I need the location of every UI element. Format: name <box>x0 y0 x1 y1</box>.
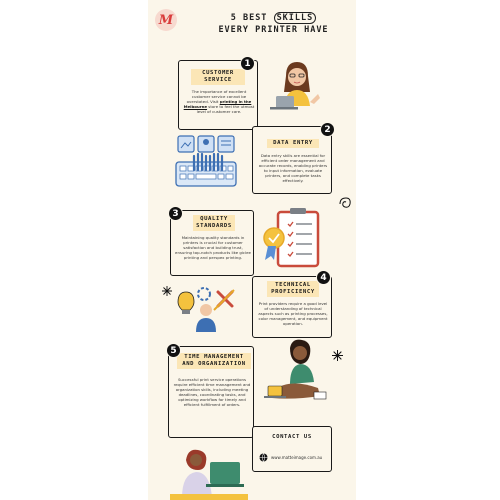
infographic-poster <box>148 0 356 500</box>
card-time-management <box>168 346 254 438</box>
woman-at-computer-illustration <box>170 448 248 500</box>
title-prefix: 5 BEST <box>230 13 268 23</box>
website-link[interactable]: www.matteimage.com.au <box>271 455 323 460</box>
data-entry-keyboard-illustration <box>172 134 242 194</box>
contact-title: CONTACT US <box>272 434 312 440</box>
card-title: TECHNICAL PROFICIENCY <box>267 281 319 297</box>
sparkle-doodle-icon <box>162 286 172 296</box>
printing-melbourne-link[interactable]: printing in the Melbourne <box>183 99 252 110</box>
page-title <box>206 12 341 36</box>
card-data-entry <box>252 126 332 194</box>
card-quality-standards <box>170 210 254 276</box>
technical-tools-illustration <box>174 284 238 344</box>
card-title: TIME MANAGEMENT AND ORGANIZATION <box>177 353 251 369</box>
step-number-2: 2 <box>320 122 335 137</box>
card-technical-proficiency <box>252 276 332 338</box>
swirl-doodle-icon <box>338 196 352 210</box>
step-number-5: 5 <box>166 343 181 358</box>
title-line2: EVERY PRINTER HAVE <box>218 25 329 35</box>
card-body <box>183 89 255 114</box>
card-title: CUSTOMER SERVICE <box>191 69 245 85</box>
globe-icon <box>259 453 268 462</box>
customer-service-agent-illustration <box>266 58 326 118</box>
brand-logo[interactable]: M <box>155 9 177 31</box>
title-highlight: SKILLS <box>274 12 317 24</box>
woman-with-laptop-illustration <box>260 338 338 408</box>
step-number-4: 4 <box>316 270 331 285</box>
card-body: Data entry skills are essential for efficient order management and accurate records, enabling printers to input information, evaluate printers, and complete tasks effectively. <box>258 153 328 184</box>
card-body: Successful print service operations require efficient time management and organization skills, including meeting deadlines, coordinating tasks, and optimizing workflow for timely and efficient fulfillment of orders. <box>173 377 251 408</box>
card-title: DATA ENTRY <box>267 139 319 148</box>
card-body: Maintaining quality standards in printers is crucial for customer satisfaction and building trust, ensuring top-notch products like giclee printing and perspex printing. <box>175 235 251 261</box>
step-number-3: 3 <box>168 206 183 221</box>
card-body-text-end: store to feel the utmost level of customer care. <box>196 104 255 115</box>
card-body-text: The importance of excellent customer service cannot be overstated. Visit <box>186 89 247 105</box>
step-number-1: 1 <box>240 56 255 71</box>
card-title: QUALITY STANDARDS <box>193 215 235 231</box>
quality-checklist-illustration <box>262 208 332 272</box>
card-body: Print providers require a good level of understanding of technical aspects such as printing processes, color management, and equipment operation. <box>258 301 328 327</box>
sparkle-doodle-icon <box>332 350 343 361</box>
card-contact <box>252 426 332 472</box>
